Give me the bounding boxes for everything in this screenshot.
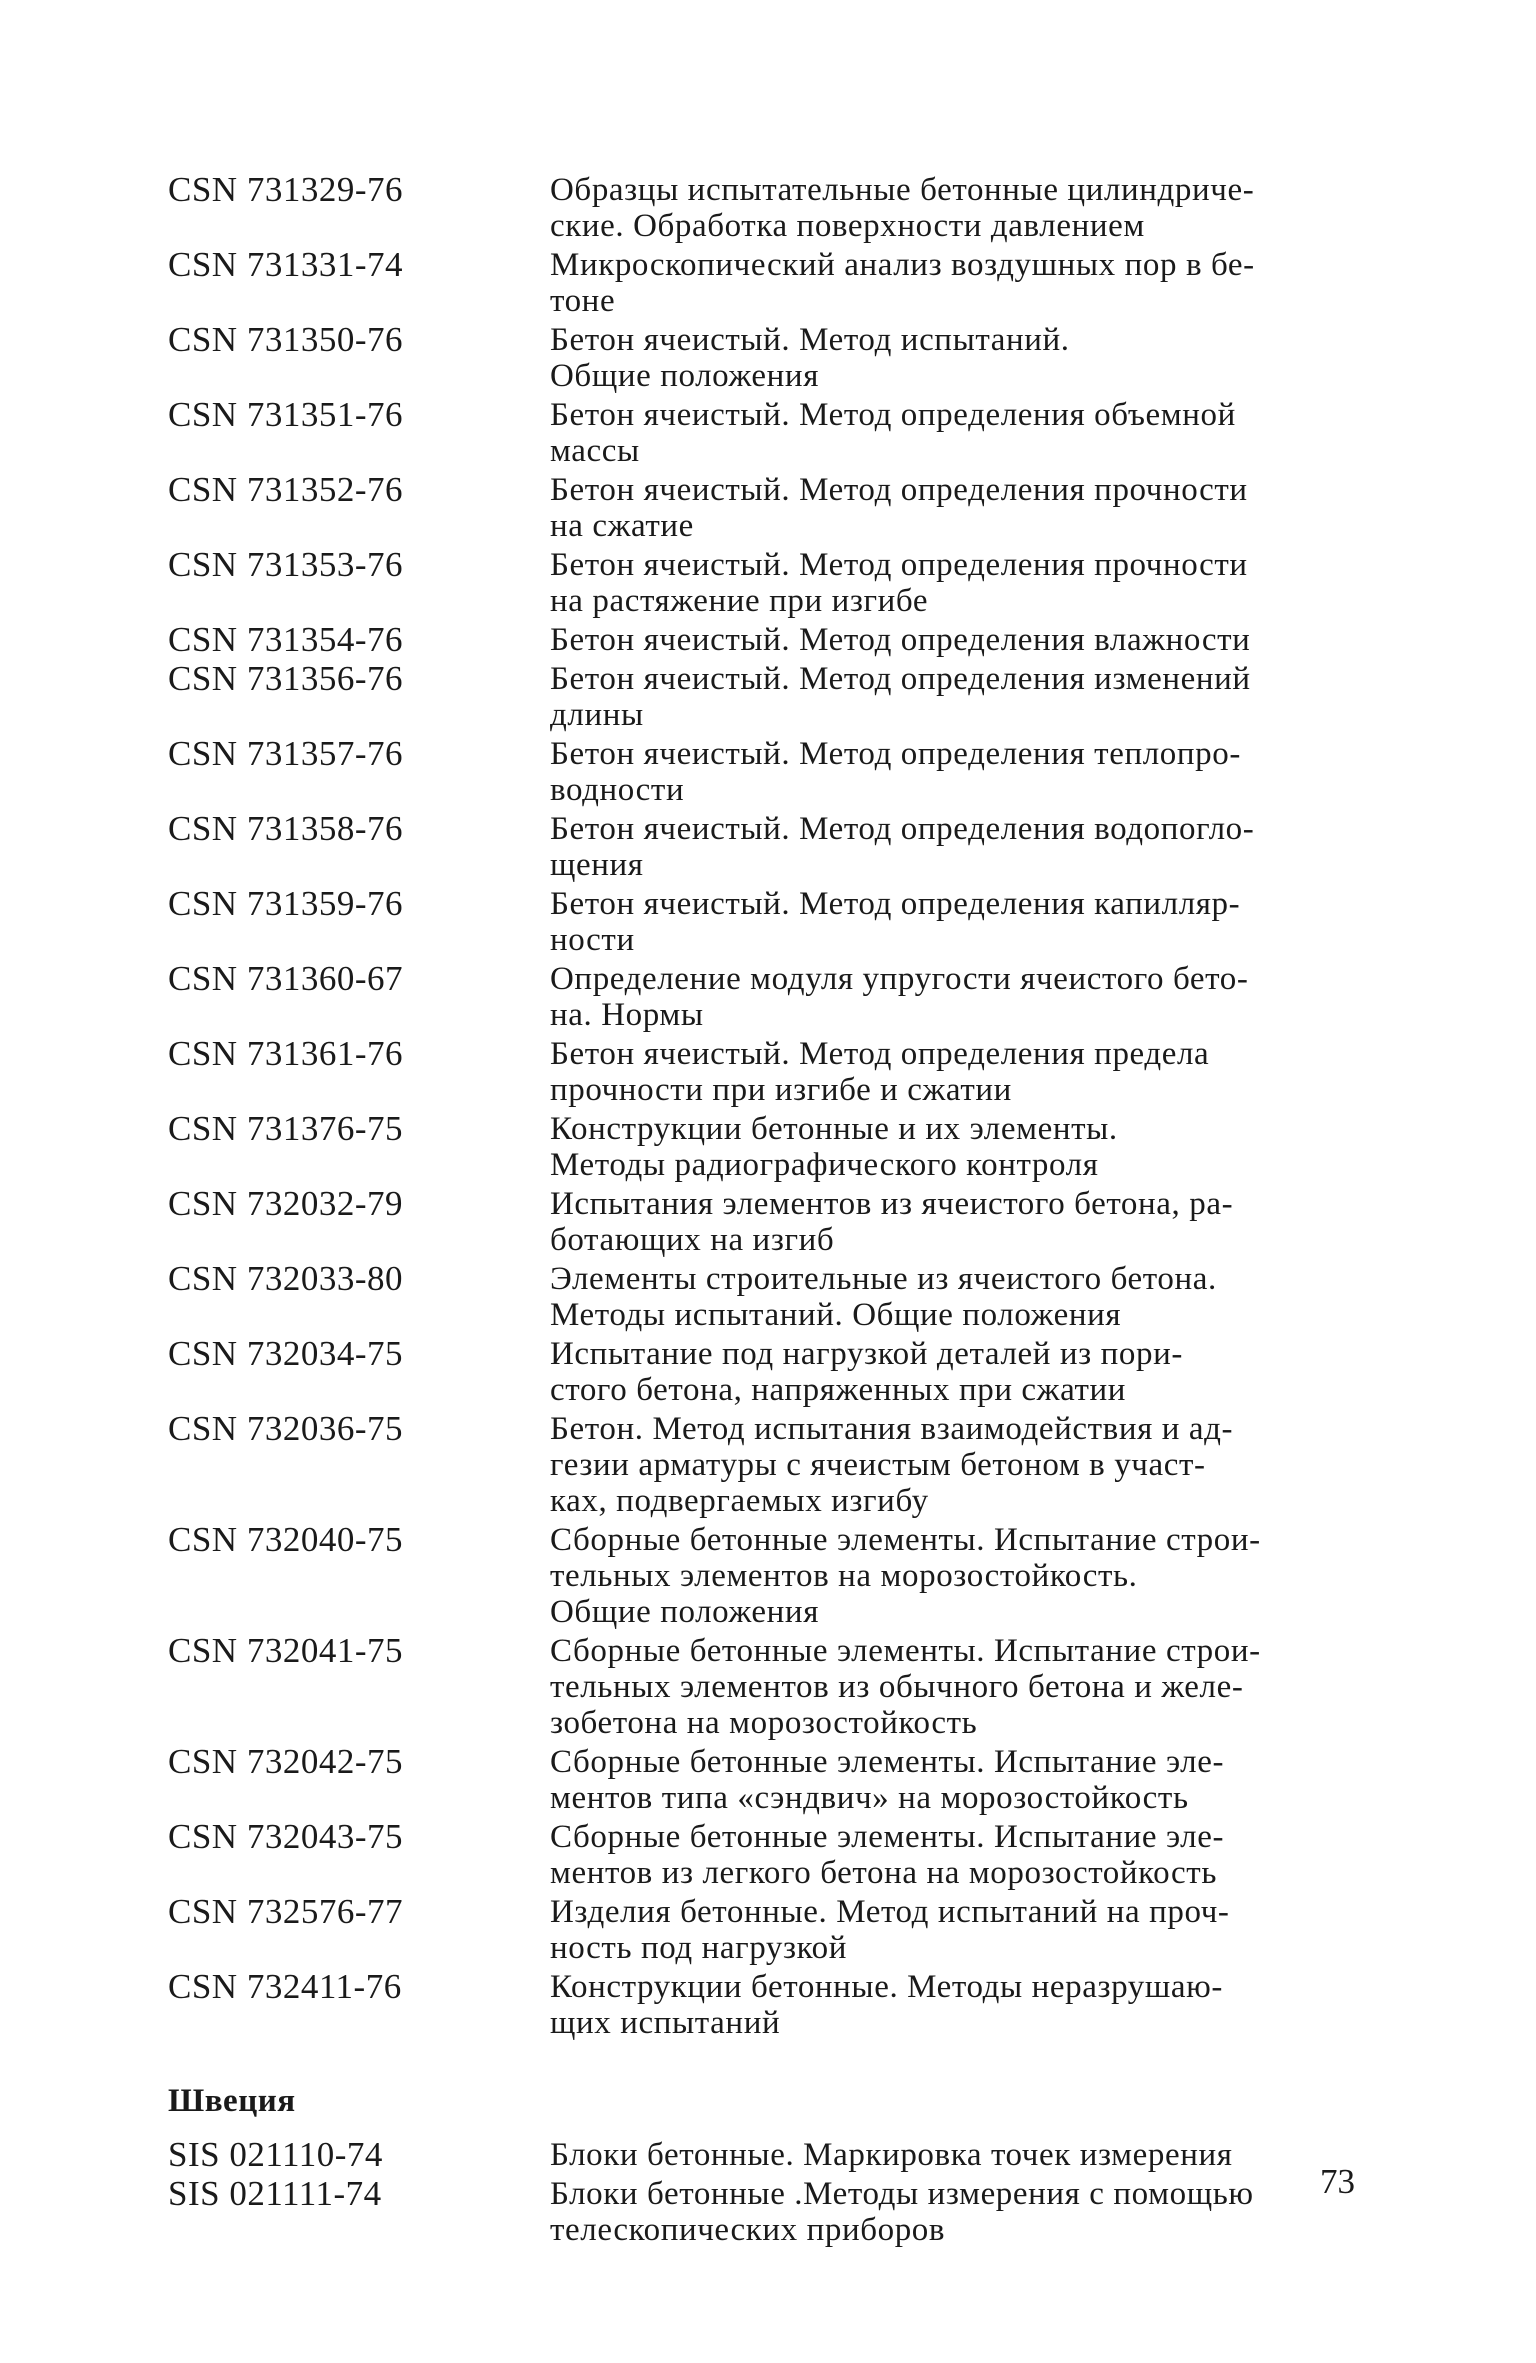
- standard-title-line: Общие положения: [550, 1594, 819, 1630]
- standard-title: [550, 322, 1368, 394]
- standard-title-line: Блоки бетонные. Маркировка точек измерения: [550, 2137, 1233, 2173]
- standard-code: SIS 021110-74: [168, 2135, 383, 2174]
- page-number: 73: [1320, 2162, 1355, 2201]
- standard-code: CSN 731357-76: [168, 734, 403, 773]
- standard-title-line: длины: [550, 697, 644, 733]
- standard-title-line: Образцы испытательные бетонные цилиндриче-: [550, 172, 1255, 208]
- standard-entry: [168, 661, 1368, 733]
- standard-title-line: Бетон ячеистый. Метод определения прочности: [550, 547, 1248, 583]
- standard-title: [550, 1411, 1368, 1519]
- standard-code: CSN 732040-75: [168, 1520, 403, 1559]
- standard-title: [550, 736, 1368, 808]
- standard-title-line: тоне: [550, 283, 616, 319]
- standard-code: CSN 731352-76: [168, 470, 403, 509]
- standard-title-line: Бетон ячеистый. Метод определения прочности: [550, 472, 1248, 508]
- standard-code: CSN 732576-77: [168, 1892, 403, 1931]
- standard-entry: [168, 1036, 1368, 1108]
- standard-title-line: ности: [550, 922, 635, 958]
- standard-title: [550, 811, 1368, 883]
- standard-title-line: Конструкции бетонные. Методы неразрушаю-: [550, 1969, 1224, 2005]
- standard-entry: [168, 1261, 1368, 1333]
- standard-code: CSN 731359-76: [168, 884, 403, 923]
- standard-title: [550, 1894, 1368, 1966]
- standard-entry: [168, 1969, 1368, 2041]
- standard-title-line: на. Нормы: [550, 997, 704, 1033]
- standard-title-line: Определение модуля упругости ячеистого бето-: [550, 961, 1249, 997]
- standard-title: [550, 1819, 1368, 1891]
- standard-title: [550, 1111, 1368, 1183]
- standard-code: CSN 732036-75: [168, 1409, 403, 1448]
- standard-title: [550, 661, 1368, 733]
- standard-code: CSN 731360-67: [168, 959, 403, 998]
- standard-code: CSN 731376-75: [168, 1109, 403, 1148]
- standard-title-line: ментов типа «сэндвич» на морозостойкость: [550, 1780, 1189, 1816]
- standard-title: [550, 247, 1368, 319]
- standard-title-line: Сборные бетонные элементы. Испытание эле-: [550, 1744, 1225, 1780]
- standard-title-line: Бетон ячеистый. Метод определения теплопро-: [550, 736, 1241, 772]
- standard-title-line: Элементы строительные из ячеистого бетона.: [550, 1261, 1217, 1297]
- standard-title: [550, 1186, 1368, 1258]
- standard-entry: [168, 1411, 1368, 1519]
- section-heading-sweden: Швеция: [168, 2083, 296, 2119]
- standard-title: [550, 886, 1368, 958]
- standard-entry: [168, 1894, 1368, 1966]
- standard-entry: [168, 397, 1368, 469]
- standard-title-line: массы: [550, 433, 640, 469]
- standard-title-line: гезии арматуры с ячеистым бетоном в участ-: [550, 1447, 1206, 1483]
- standards-list: [168, 172, 1368, 2251]
- standard-title-line: Бетон ячеистый. Метод испытаний.: [550, 322, 1070, 358]
- standard-entry: [168, 472, 1368, 544]
- standard-title-line: Изделия бетонные. Метод испытаний на проч-: [550, 1894, 1230, 1930]
- standard-entry: [168, 1819, 1368, 1891]
- standard-code: CSN 732034-75: [168, 1334, 403, 1373]
- standard-title: [550, 1969, 1368, 2041]
- standard-code: CSN 731331-74: [168, 245, 403, 284]
- standard-code: CSN 731361-76: [168, 1034, 403, 1073]
- standard-title-line: Бетон ячеистый. Метод определения предела: [550, 1036, 1210, 1072]
- standard-title: [550, 172, 1368, 244]
- standard-entry: [168, 1522, 1368, 1630]
- standard-title-line: Бетон ячеистый. Метод определения изменений: [550, 661, 1251, 697]
- standard-title: [550, 1336, 1368, 1408]
- standard-code: CSN 731353-76: [168, 545, 403, 584]
- standard-title-line: Сборные бетонные элементы. Испытание эле-: [550, 1819, 1225, 1855]
- standard-code: CSN 732033-80: [168, 1259, 403, 1298]
- czech-standards-list: [168, 172, 1368, 2041]
- standard-title-line: ках, подвергаемых изгибу: [550, 1483, 929, 1519]
- standard-title: [550, 622, 1368, 658]
- standard-title-line: Микроскопический анализ воздушных пор в бе-: [550, 247, 1255, 283]
- standard-code: CSN 731351-76: [168, 395, 403, 434]
- standard-title: [550, 1633, 1368, 1741]
- standard-code: CSN 731350-76: [168, 320, 403, 359]
- standard-title-line: Бетон ячеистый. Метод определения водопогло-: [550, 811, 1255, 847]
- standard-title-line: Бетон. Метод испытания взаимодействия и ад-: [550, 1411, 1234, 1447]
- standard-title: [550, 1744, 1368, 1816]
- standard-entry: [168, 1633, 1368, 1741]
- standard-title-line: на сжатие: [550, 508, 694, 544]
- standard-entry: [168, 886, 1368, 958]
- standard-code: CSN 732041-75: [168, 1631, 403, 1670]
- standard-title-line: Конструкции бетонные и их элементы.: [550, 1111, 1118, 1147]
- standard-code: CSN 731354-76: [168, 620, 403, 659]
- standard-title: [550, 547, 1368, 619]
- standard-title-line: Бетон ячеистый. Метод определения влажности: [550, 622, 1251, 658]
- standard-code: SIS 021111-74: [168, 2174, 382, 2213]
- standard-title-line: Сборные бетонные элементы. Испытание строи-: [550, 1522, 1261, 1558]
- standard-title-line: Общие положения: [550, 358, 819, 394]
- standard-entry: [168, 961, 1368, 1033]
- standard-title-line: прочности при изгибе и сжатии: [550, 1072, 1012, 1108]
- standard-title-line: Бетон ячеистый. Метод определения капилляр-: [550, 886, 1241, 922]
- standard-title-line: Испытание под нагрузкой деталей из пори-: [550, 1336, 1183, 1372]
- standard-title-line: щих испытаний: [550, 2005, 781, 2041]
- standard-entry: [168, 2176, 1368, 2248]
- standard-title: [550, 397, 1368, 469]
- standard-title: [550, 1522, 1368, 1630]
- standard-title-line: Методы радиографического контроля: [550, 1147, 1099, 1183]
- standard-title-line: ментов из легкого бетона на морозостойкость: [550, 1855, 1217, 1891]
- standard-code: CSN 732032-79: [168, 1184, 403, 1223]
- standard-entry: [168, 172, 1368, 244]
- standard-code: CSN 732411-76: [168, 1967, 402, 2006]
- standard-entry: [168, 2137, 1368, 2173]
- standard-title: [550, 2137, 1368, 2173]
- standard-entry: [168, 736, 1368, 808]
- standard-title-line: на растяжение при изгибе: [550, 583, 929, 619]
- standard-title-line: ботающих на изгиб: [550, 1222, 835, 1258]
- standard-code: CSN 732042-75: [168, 1742, 403, 1781]
- standard-title-line: водности: [550, 772, 685, 808]
- standard-title-line: зобетона на морозостойкость: [550, 1705, 978, 1741]
- standard-entry: [168, 1111, 1368, 1183]
- standard-entry: [168, 322, 1368, 394]
- standard-title: [550, 1261, 1368, 1333]
- standard-title-line: стого бетона, напряженных при сжатии: [550, 1372, 1127, 1408]
- standard-title-line: Сборные бетонные элементы. Испытание строи-: [550, 1633, 1261, 1669]
- standard-entry: [168, 1336, 1368, 1408]
- standard-title-line: тельных элементов из обычного бетона и желе-: [550, 1669, 1244, 1705]
- swedish-standards-list: [168, 2137, 1368, 2248]
- standard-code: CSN 731356-76: [168, 659, 403, 698]
- standard-entry: [168, 547, 1368, 619]
- standard-code: CSN 731358-76: [168, 809, 403, 848]
- standard-title-line: тельных элементов на морозостойкость.: [550, 1558, 1138, 1594]
- standard-entry: [168, 811, 1368, 883]
- standard-title-line: Испытания элементов из ячеистого бетона, ра-: [550, 1186, 1234, 1222]
- standard-entry: [168, 1744, 1368, 1816]
- standard-entry: [168, 1186, 1368, 1258]
- standard-entry: [168, 247, 1368, 319]
- standard-title-line: ность под нагрузкой: [550, 1930, 847, 1966]
- standard-code: CSN 731329-76: [168, 170, 403, 209]
- standard-title: [550, 2176, 1368, 2248]
- standard-title-line: Бетон ячеистый. Метод определения объемной: [550, 397, 1236, 433]
- standard-title-line: телескопических приборов: [550, 2212, 946, 2248]
- standard-title: [550, 1036, 1368, 1108]
- standard-title: [550, 472, 1368, 544]
- standard-entry: [168, 622, 1368, 658]
- standard-title-line: щения: [550, 847, 644, 883]
- standard-code: CSN 732043-75: [168, 1817, 403, 1856]
- standard-title-line: ские. Обработка поверхности давлением: [550, 208, 1145, 244]
- standard-title: [550, 961, 1368, 1033]
- standard-title-line: Методы испытаний. Общие положения: [550, 1297, 1122, 1333]
- standard-title-line: Блоки бетонные .Методы измерения с помощью: [550, 2176, 1254, 2212]
